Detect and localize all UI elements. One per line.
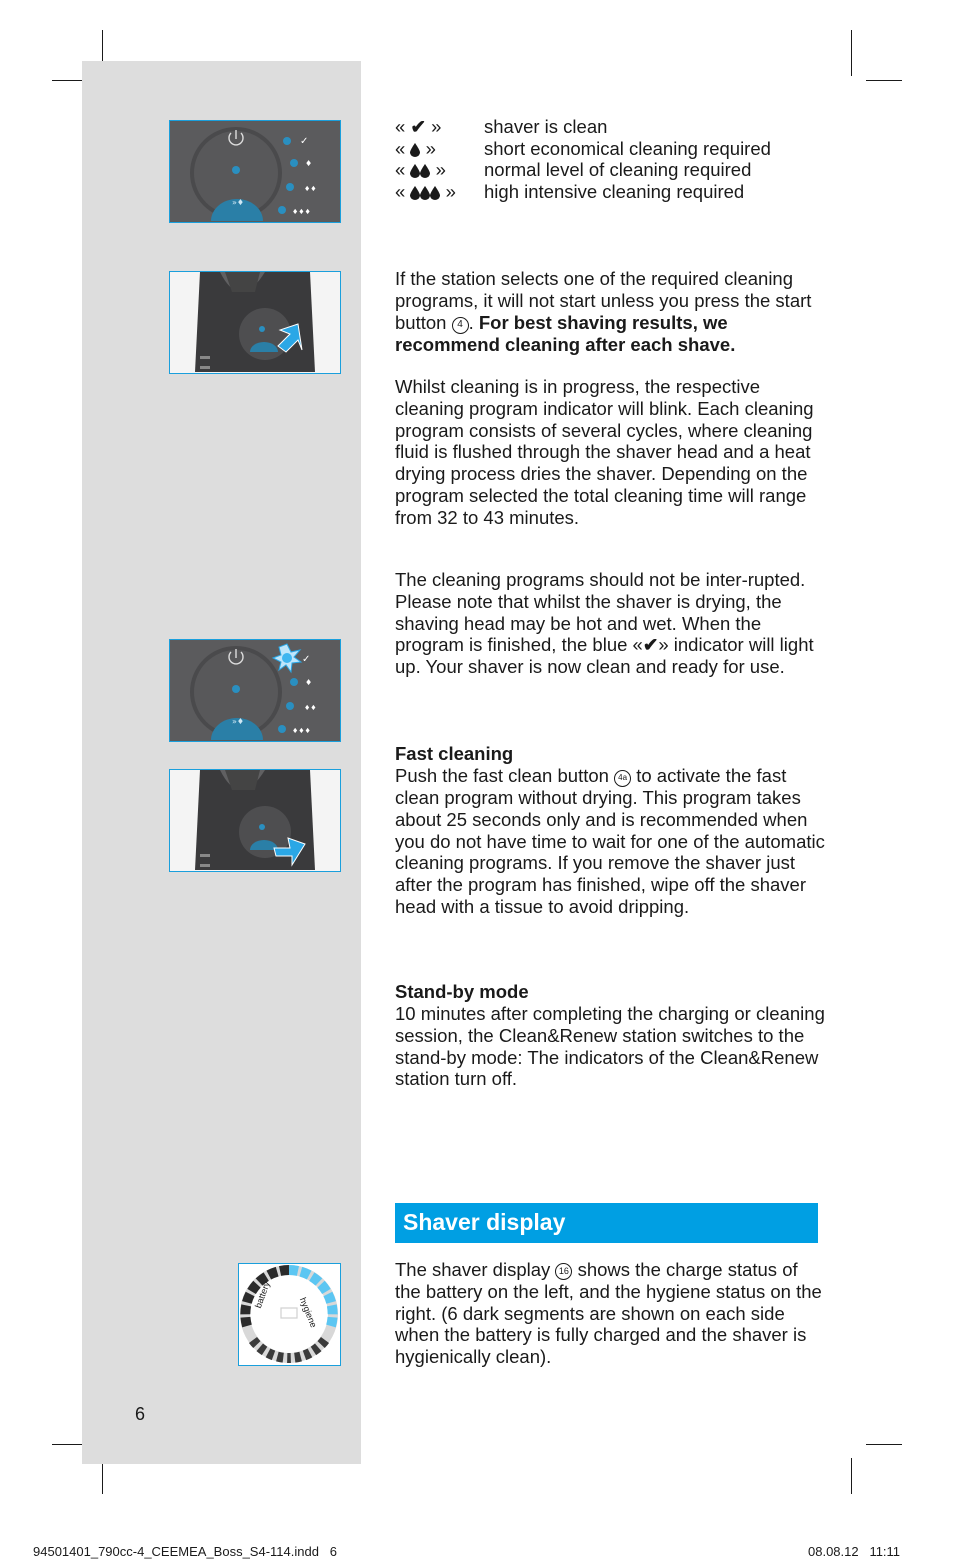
svg-text:♦: ♦ [305, 159, 313, 168]
hygiene-label: hygiene [297, 1296, 319, 1329]
crop-mark [866, 1444, 902, 1445]
standby-text: 10 minutes after completing the charging or cleaning session, the Clean&Renew station switches to the stand-by mode: The indicators of the Clean&Renew station turn off. [395, 1003, 825, 1090]
station-start-button-image [169, 271, 341, 374]
check-icon: ✔ [410, 116, 426, 137]
svg-text:♦: ♦ [305, 678, 313, 687]
station-panel-clean-image [169, 639, 341, 742]
standby-heading: Stand-by mode [395, 981, 529, 1002]
one-drop-icon [410, 143, 420, 157]
paragraph-cleaning-progress: Whilst cleaning is in progress, the respective cleaning program indicator will blink. Each cleaning program consists of several cycles, where cleaning fluid is flushed through the shaver head and a heat drying process dries the shaver. Depending on the program selected the total cleaning time will range from 32 to 43 minutes. [395, 376, 814, 528]
ref-number: 16 [555, 1263, 572, 1280]
footer-file-info: 94501401_790cc-4_CEEMEA_Boss_S4-114.indd 6 [33, 1544, 338, 1559]
svg-text:»♦: »♦ [232, 198, 245, 207]
svg-text:♦♦♦: ♦♦♦ [292, 208, 311, 216]
svg-text:♦♦: ♦♦ [304, 185, 317, 193]
shaver-display-text: The shaver display 16 shows the charge status of the battery on the left, and the hygiene status on the right. (6 dark segments are shown on each side when the battery is fully charged and the shaver is hygienically clean). [395, 1259, 822, 1368]
shaver-display-image [238, 1263, 341, 1366]
svg-text:»♦: »♦ [232, 717, 245, 726]
crop-mark [851, 30, 852, 76]
crop-mark [851, 1458, 852, 1494]
fast-cleaning-heading: Fast cleaning [395, 743, 514, 764]
section-heading: Shaver display [403, 1209, 566, 1235]
battery-label: battery [253, 1280, 272, 1310]
three-drops-icon [410, 181, 440, 202]
check-icon: ✔ [642, 634, 659, 656]
two-drops-icon [410, 159, 430, 180]
fast-clean-button-image [169, 769, 341, 872]
svg-text:♦♦: ♦♦ [304, 704, 317, 712]
page-number: 6 [135, 1404, 146, 1424]
svg-text:♦♦♦: ♦♦♦ [292, 727, 311, 735]
footer-date: 08.08.12 11:11 [808, 1544, 901, 1559]
fast-cleaning-text: Push the fast clean button 4a to activate the fast clean program without drying. This program takes about 25 seconds only and is recommended when you do not have time to wait for one of the automatic cleaning programs. If you remove the shaver just after the program has finished, wipe off the shaver head with a tissue to avoid dripping. [395, 765, 825, 917]
svg-text:✓: ✓ [302, 654, 311, 665]
station-panel-image [169, 120, 341, 223]
paragraph-program-finished: The cleaning programs should not be inter-rupted. Please note that whilst the shaver is drying, the shaving head may be hot and wet. When the program is finished, the blue «✔» indicator will light up. Your shaver is now clean and ready for use. [395, 569, 814, 678]
ref-number: 4 [452, 317, 469, 334]
crop-mark [866, 80, 902, 81]
ref-number: 4a [614, 770, 631, 787]
svg-text:✓: ✓ [300, 136, 309, 147]
paragraph-start-button: If the station selects one of the required cleaning programs, it will not start unless you press the start button 4 . For best shaving results, we recommend cleaning after each shave. [395, 268, 812, 355]
section-heading-bar [395, 1203, 818, 1243]
